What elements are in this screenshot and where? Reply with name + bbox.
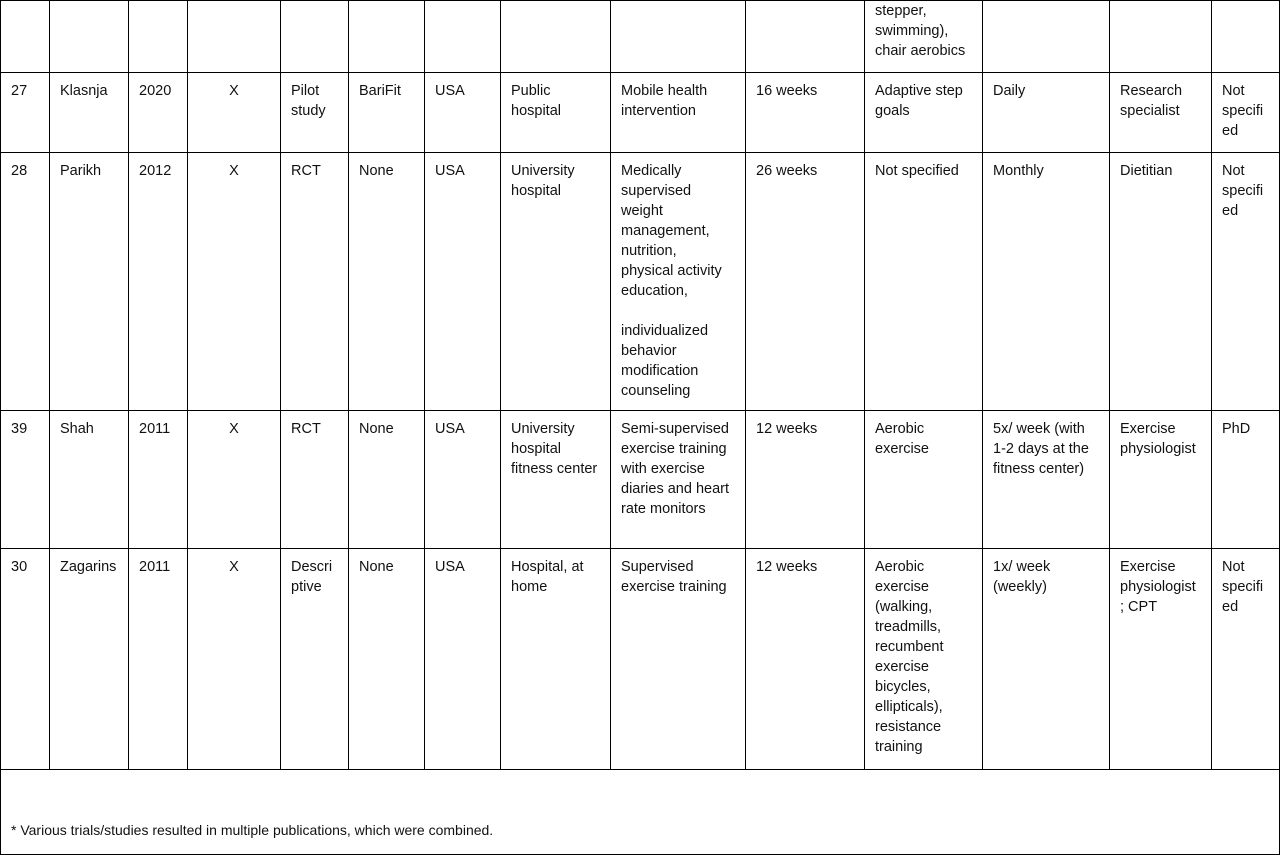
table-cell [983,411,1110,549]
table-cell [349,411,425,549]
table-cell [425,1,501,73]
cell-text: USA [435,163,465,179]
cell-text: 26 weeks [756,163,818,179]
cell-text: Shah [60,421,94,437]
cell-text: Dietitian [1120,163,1173,179]
cell-text: BariFit [359,83,401,99]
cell-text: PhD [1222,421,1251,437]
table-cell [50,153,129,411]
table-cell [983,1,1110,73]
table-row-continued [1,1,1280,73]
table-cell [865,153,983,411]
cell-text: X [229,559,239,575]
footnote: * Various trials/studies resulted in multiple publications, which were combined. [11,822,494,838]
cell-text: Not specifi ed [1222,83,1264,139]
table-cell [1110,73,1212,153]
table-row [1,411,1280,549]
cell-text: Exercise physiologist ; CPT [1120,559,1196,615]
table-row [1,73,1280,153]
cell-text: Aerobic exercise [875,421,929,457]
table-cell [188,153,281,411]
cell-text: Semi-supervised exercise training with exercise diaries and heart rate monitors [621,421,730,517]
cell-text: RCT [291,421,321,437]
table-cell [865,411,983,549]
table-cell [501,411,611,549]
table-cell [425,411,501,549]
table-cell [188,549,281,770]
cell-text: Not specifi ed [1222,559,1264,615]
table-cell [129,73,188,153]
table-cell [1212,153,1280,411]
table-cell [865,1,983,73]
cell-text: Aerobic exercise (walking, treadmills, recumbent exercise bicycles, ellipticals), resistance training [875,559,944,755]
table-cell [611,1,746,73]
table-cell [746,549,865,770]
table-cell [188,73,281,153]
table-cell [1212,549,1280,770]
cell-text: 39 [11,421,28,437]
table-cell [746,153,865,411]
cell-text: University hospital [511,163,575,199]
cell-text: USA [435,83,465,99]
table-cell [1110,1,1212,73]
table-cell [1110,411,1212,549]
cell-text: Descri ptive [291,559,333,595]
cell-text: X [229,163,239,179]
table-cell [425,73,501,153]
table-cell [501,549,611,770]
table-cell [983,73,1110,153]
cell-text: Parikh [60,163,102,179]
cell-text: Mobile health intervention [621,83,708,119]
cell-text: 28 [11,163,28,179]
table-cell [1212,1,1280,73]
cell-text: 5x/ week (with 1-2 days at the fitness center) [993,421,1089,477]
table-cell [1,1,50,73]
cell-text: X [229,83,239,99]
cell-text: Monthly [993,163,1044,179]
table-cell [425,153,501,411]
cell-text: University hospital fitness center [511,421,598,477]
table-footnote-row [1,770,1280,855]
cell-text: 16 weeks [756,83,818,99]
table-cell [1212,73,1280,153]
cell-text: None [359,163,394,179]
table-cell [349,153,425,411]
table-cell [50,549,129,770]
cell-text: Not specified [875,163,959,179]
table-cell [281,1,349,73]
table-cell [746,1,865,73]
table-cell [349,549,425,770]
cell-text: RCT [291,163,321,179]
table-row [1,153,1280,411]
table-cell [983,153,1110,411]
table-cell [501,73,611,153]
cell-text: Adaptive step goals [875,83,963,119]
cell-text: stepper, swimming), chair aerobics [875,3,966,59]
cell-text: Exercise physiologist [1120,421,1196,457]
table-cell [1,153,50,411]
cell-text: 30 [11,559,28,575]
table-cell [983,549,1110,770]
table-cell [746,73,865,153]
cell-text: 2020 [139,83,172,99]
table-cell [281,153,349,411]
table-cell [865,73,983,153]
table-cell [865,549,983,770]
cell-text: Research specialist [1120,83,1183,119]
table-cell [349,73,425,153]
table-cell [349,1,425,73]
cell-text: X [229,421,239,437]
cell-text: Medically supervised weight management, nutrition, physical activity education, individualized behavior modification counseling [621,163,722,399]
cell-text: Supervised exercise training [621,559,727,595]
cell-text: 2012 [139,163,172,179]
cell-text: Public hospital [511,83,561,119]
table-cell [129,411,188,549]
cell-text: Not specifi ed [1222,163,1264,219]
table-cell [50,411,129,549]
table-cell [611,73,746,153]
cell-text: USA [435,421,465,437]
table-cell [501,153,611,411]
table-cell [1,549,50,770]
table-cell [188,411,281,549]
footnote-cell [1,770,1280,855]
table-cell [188,1,281,73]
table-row [1,549,1280,770]
cell-text: 2011 [139,559,171,575]
cell-text: 1x/ week (weekly) [993,559,1051,595]
table-cell [50,73,129,153]
cell-text: Klasnja [60,83,108,99]
cell-text: None [359,559,394,575]
table-cell [611,411,746,549]
cell-text: Daily [993,83,1026,99]
cell-text: Pilot study [291,83,326,119]
cell-text: Hospital, at home [511,559,584,595]
table-cell [1110,549,1212,770]
table-cell [281,73,349,153]
cell-text: 12 weeks [756,559,818,575]
cell-text: Zagarins [60,559,117,575]
table-cell [281,549,349,770]
table-cell [129,1,188,73]
cell-text: None [359,421,394,437]
cell-text: 12 weeks [756,421,818,437]
table-cell [425,549,501,770]
cell-text: 2011 [139,421,171,437]
table-cell [1,73,50,153]
table-cell [611,153,746,411]
table-cell [1212,411,1280,549]
table-cell [746,411,865,549]
table-cell [611,549,746,770]
table-cell [1,411,50,549]
table-cell [1110,153,1212,411]
cell-text: USA [435,559,465,575]
table-cell [281,411,349,549]
cell-text: 27 [11,83,28,99]
table-cell [129,153,188,411]
table-cell [129,549,188,770]
table-cell [501,1,611,73]
table-cell [50,1,129,73]
